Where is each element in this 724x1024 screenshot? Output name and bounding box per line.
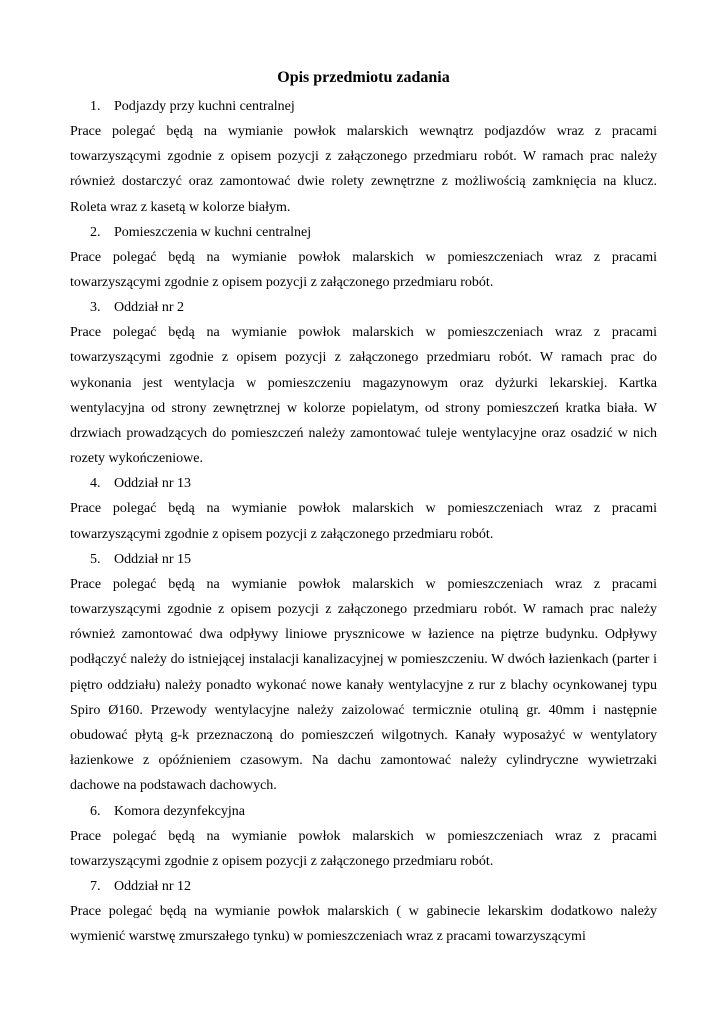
section-title: Oddział nr 15 (114, 551, 191, 567)
section (70, 220, 657, 295)
section-paragraph: Prace polegać będą na wymianie powłok malarskich w pomieszczeniach wraz z pracami towarzyszącymi zgodnie z opisem pozycji z załączonego przedmiaru robót. (70, 249, 657, 291)
section-number: 5. (90, 551, 101, 567)
section-title: Oddział nr 12 (114, 879, 191, 895)
section-heading (70, 471, 657, 496)
section-number: 6. (90, 803, 101, 819)
section-number: 4. (90, 476, 101, 492)
section (70, 471, 657, 546)
section-paragraph: Prace polegać będą na wymianie powłok malarskich w pomieszczeniach wraz z pracami towarzyszącymi zgodnie z opisem pozycji z załączonego przedmiaru robót. W ramach prac należy również zamontować dwa odpływy liniowe prysznicowe w łazience na piętrze budynku. Odpływy podłączyć należy do istniejącej instalacji kanalizacyjnej w pomieszczeniu. W dwóch łazienkach (parter i piętro oddziału) należy ponadto wykonać nowe kanały wentylacyjne z rur z blachy ocynkowanej typu Spiro Ø160. Przewody wentylacyjne należy zaizolować termicznie otuliną gr. 40mm i następnie obudować płytą g-k przeznaczoną do pomieszczeń wilgotnych. Kanały wyposażyć w wentylatory łazienkowe z opóźnieniem czasowym. Na dachu zamontować należy cylindryczne wywietrzaki dachowe na podstawach dachowych. (70, 576, 657, 794)
section-title: Oddział nr 2 (114, 300, 184, 316)
section-heading (70, 799, 657, 824)
section-title: Pomieszczenia w kuchni centralnej (114, 224, 312, 240)
section-paragraph: Prace polegać będą na wymianie powłok malarskich w pomieszczeniach wraz z pracami towarzyszącymi zgodnie z opisem pozycji z załączonego przedmiaru robót. (70, 501, 657, 542)
section (70, 295, 657, 471)
section-number: 7. (90, 879, 101, 895)
section-title: Podjazdy przy kuchni centralnej (114, 99, 295, 114)
section-title: Oddział nr 13 (114, 476, 191, 492)
section-heading (70, 295, 657, 320)
section-paragraph: Prace polegać będą na wymianie powłok malarskich w pomieszczeniach wraz z pracami towarzyszącymi zgodnie z opisem pozycji z załączonego przedmiaru robót. W ramach prac do wykonania jest wentylacja w pomieszczeniu magazynowym oraz dyżurki lekarskiej. Kartka wentylacyjna od strony zewnętrznej w kolorze popielatym, od strony pomieszczeń kratka biała. W drzwiach prowadzących do pomieszczeń należy zamontować tuleje wentylacyjne oraz osadzić w nich rozety wykończeniowe. (70, 325, 657, 467)
section-heading (70, 94, 657, 119)
section (70, 547, 657, 799)
section-heading (70, 547, 657, 572)
section (70, 799, 657, 874)
section-number: 3. (90, 300, 101, 316)
section-title: Komora dezynfekcyjna (114, 803, 245, 819)
section-heading (70, 220, 657, 245)
section-number: 1. (90, 99, 101, 114)
section-number: 2. (90, 224, 101, 240)
document-page (70, 66, 657, 949)
section-paragraph: Prace polegać będą na wymianie powłok malarskich ( w gabinecie lekarskim dodatkowo należy wymienić warstwę zmurszałego tynku) w pomieszczeniach wraz z pracami towarzyszącymi (70, 904, 657, 945)
section-paragraph: Prace polegać będą na wymianie powłok malarskich w pomieszczeniach wraz z pracami towarzyszącymi zgodnie z opisem pozycji z załączonego przedmiaru robót. (70, 828, 657, 869)
section-heading (70, 874, 657, 899)
section (70, 94, 657, 220)
section (70, 874, 657, 949)
section-paragraph: Prace polegać będą na wymianie powłok malarskich wewnątrz podjazdów wraz z pracami towarzyszącymi zgodnie z opisem pozycji z załączonego przedmiaru robót. W ramach prac należy również dostarczyć oraz zamontować dwie rolety zewnętrzne z możliwością zamknięcia na klucz. Roleta wraz z kasetą w kolorze białym. (70, 124, 657, 215)
document-title: Opis przedmiotu zadania (277, 69, 450, 86)
